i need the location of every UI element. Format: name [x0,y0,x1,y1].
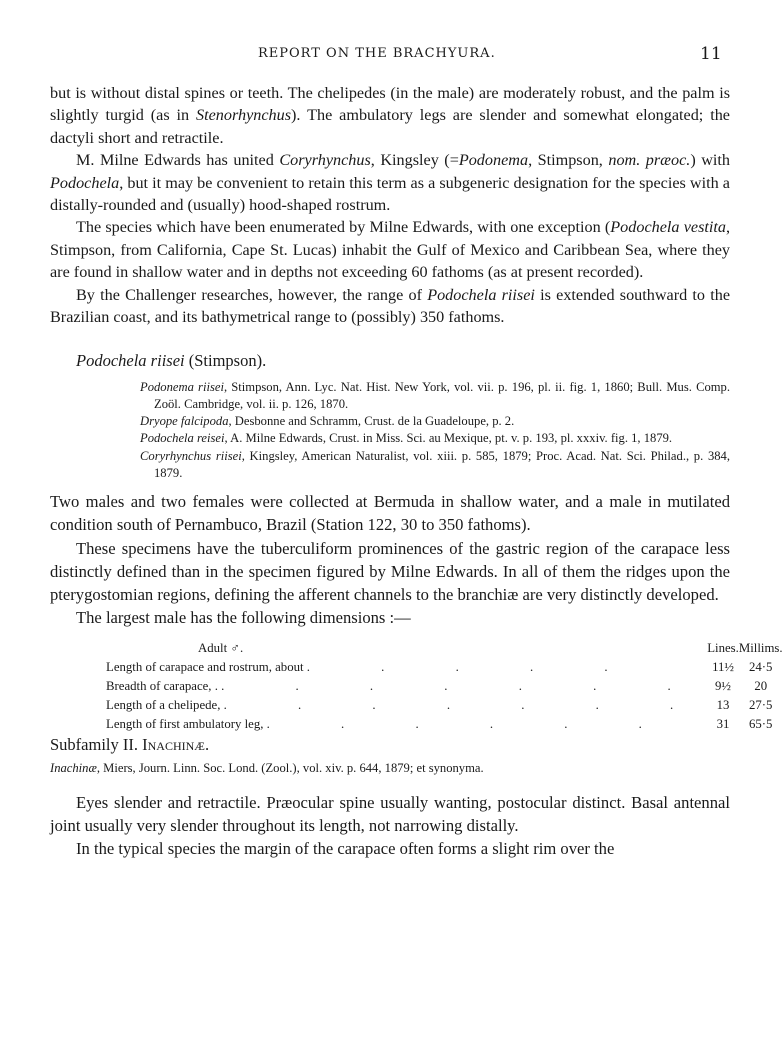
text-run: , Stimpson, from California, Cape St. Lucas) inhabit the Gulf of Mexico and Caribbean Sea, where they are found in shallow water and in depths not exceeding 60 fathoms (as at present recorded). [50,218,731,282]
synonymy-list [140,379,730,482]
dimensions-header-row [106,639,783,658]
text-run: is extended southward to the Brazilian coast, and its bathymetrical range to (possibly) 350 fathoms. [50,285,731,327]
dimension-millims: 65·5 [748,717,773,732]
paragraph-6: These specimens have the tuberculiform prominences of the gastric region of the carapace less distinctly defined than in the specimen figured by Milne Edwards. In all of them the ridges upon the pterygostomian regions, defining the afferent channels to the branchiæ are very distinctly developed. [50,538,730,604]
dimension-label: Length of a chelipede, [106,698,221,713]
text-run: ). The ambulatory legs are slender and somewhat elongated; the dactyli short and retractile. [50,106,730,147]
synonym-entry [140,448,730,482]
dimension-lines: 31 [716,717,730,732]
italic-run: Podochela riisei [427,285,535,304]
paragraph-3 [50,216,730,283]
dimension-lines: 13 [716,698,730,713]
leader-dots: . . . . . . . [223,698,708,713]
paragraph-4 [50,284,730,329]
italic-run: Stenorhynchus [196,106,292,125]
dimension-row [106,696,783,715]
italic-run: Podonema riisei [140,379,224,394]
subfamily-prefix: Subfamily II. [50,735,143,755]
paragraph-1 [50,82,730,149]
synonym-entry [140,413,730,430]
italic-run: Podochela vestita [610,218,726,237]
text-run: , Stimpson, [528,151,609,170]
italic-run: Podochela riisei [76,351,185,371]
text-run: ) with [690,151,730,170]
italic-run: Podochela [50,173,120,192]
dimension-row [106,658,783,677]
synonym-entry [140,430,730,447]
subfamily-reference [50,757,730,779]
column-header-millims: Millims. [738,641,783,656]
dimension-lines: 9½ [715,679,732,694]
paragraph-7: The largest male has the following dimensions :— [76,608,411,628]
text-run: , Kingsley, American Naturalist, vol. xiii. p. 585, 1879; Proc. Acad. Nat. Sci. Philad., p. 384, 1879. [154,448,730,480]
body-text [50,82,783,860]
text-run: but is without distal spines or teeth. The chelipedes (in the male) are moderately robust, and the palm is slightly turgid (as in [50,84,730,125]
leader-dots: . . . . . [306,660,642,675]
text-run: M. Milne Edwards has united [76,151,280,170]
page-header [0,46,776,68]
text-run: , Miers, Journ. Linn. Soc. Lond. (Zool.), vol. xiv. p. 644, 1879; et synonyma. [96,760,484,775]
subfamily-heading [50,734,730,756]
italic-run: Coryrhynchus riisei [140,448,242,463]
dimension-label: Breadth of carapace, . [106,679,218,694]
dimension-row [106,677,783,696]
dimensions-header-label: Adult ♂. [198,641,244,656]
italic-run: Coryrhynchus [279,151,371,170]
dimension-millims: 20 [754,679,768,694]
text-run: , Stimpson, Ann. Lyc. Nat. Hist. New York, vol. vii. p. 196, pl. ii. fig. 1, 1860; Bull. Mus. Comp. Zoöl. Cambridge, vol. ii. p. 126, 1870. [154,379,731,412]
italic-run: Inachinæ [50,760,97,775]
leader-dots: . . . . . . [266,717,676,732]
italic-run: Podonema [458,151,529,170]
subfamily-name: Inachinæ. [142,735,210,755]
running-title: REPORT ON THE BRACHYURA. [258,46,496,61]
paragraph-9: In the typical species the margin of the carapace often forms a slight rim over the [76,839,615,859]
text-run: By the Challenger researches, however, the range of [76,285,428,304]
synonym-entry [140,379,730,413]
column-header-lines: Lines. [707,641,739,656]
italic-run: Dryope falcipoda [140,414,229,429]
species-heading [76,350,730,372]
dimension-label: Length of carapace and rostrum, about [106,660,304,675]
italic-run: Podochela reisei [140,431,225,446]
text-run: The species which have been enumerated by Milne Edwards, with one exception ( [76,218,611,237]
dimensions-table [106,639,783,734]
paragraph-5: Two males and two females were collected at Bermuda in shallow water, and a male in mutilated condition south of Pernambuco, Brazil (Station 122, 30 to 350 fathoms). [50,492,730,535]
dimension-label: Length of first ambulatory leg, [106,717,264,732]
paragraph-2 [50,149,730,216]
dimension-lines: 11½ [712,660,734,675]
text-run: , Kingsley (= [370,151,459,170]
text-run: , A. Milne Edwards, Crust. in Miss. Sci. au Mexique, pt. v. p. 193, pl. xxxiv. fig. 1, 1879. [224,431,673,446]
paragraph-8: Eyes slender and retractile. Præocular spine usually wanting, postocular distinct. Basal antennal joint usually very slender throughout its length, not narrowing distally. [50,793,730,836]
text-run: , but it may be convenient to retain this term as a subgeneric designation for the species with a distally-rounded and (usually) hood-shaped rostrum. [50,173,730,215]
text-run: (Stimpson). [184,351,267,371]
italic-run: nom. præoc. [608,151,691,170]
dimension-millims: 24·5 [748,660,773,675]
leader-dots: . . . . . . . [221,679,705,694]
dimension-row [106,715,783,734]
page-number: 11 [700,44,722,64]
text-run: , Desbonne and Schramm, Crust. de la Guadeloupe, p. 2. [228,414,515,429]
dimension-millims: 27·5 [748,698,773,713]
